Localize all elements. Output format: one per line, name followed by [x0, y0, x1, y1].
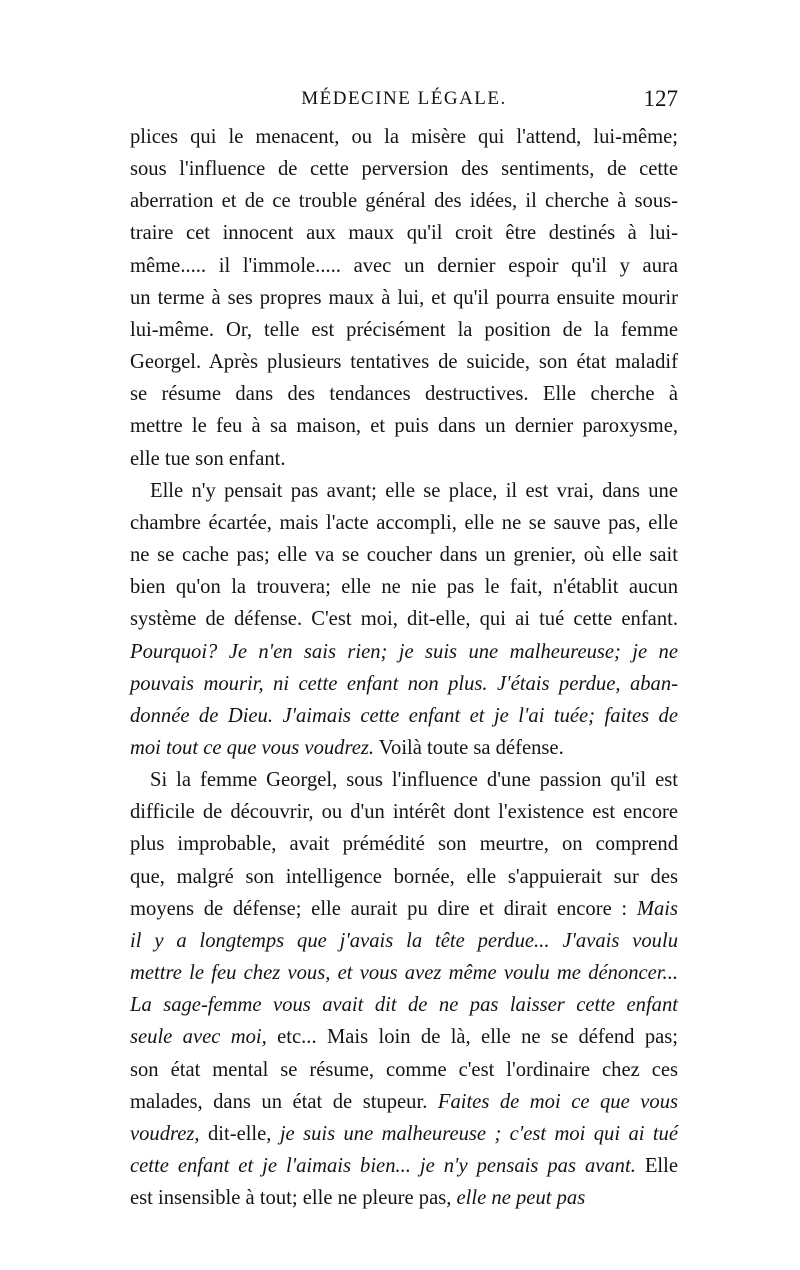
- paragraph: [130, 121, 678, 475]
- text-run: malades, dans un état de stupeur.: [130, 1090, 438, 1113]
- text-run: Si la femme Georgel, sous l'influence d'une passion qu'il est: [150, 769, 678, 792]
- text-line: [130, 217, 678, 249]
- text-line: [130, 796, 678, 828]
- text-line: [130, 1054, 678, 1086]
- text-run: moyens de défense; elle aurait pu dire et dirait encore :: [130, 897, 637, 920]
- italic-text: elle ne peut pas: [456, 1187, 586, 1210]
- paragraph: [130, 764, 678, 1214]
- italic-text: Mais: [636, 897, 678, 920]
- text-line: [130, 250, 678, 282]
- body-text: [130, 121, 678, 1214]
- text-run: ne se cache pas; elle va se coucher dans un grenier, où elle sait: [130, 544, 678, 567]
- text-run: système de défense. C'est moi, dit-elle, qui ai tué cette enfant.: [130, 608, 678, 631]
- text-run: Georgel. Après plusieurs tentatives de suicide, son état maladif: [130, 351, 678, 374]
- text-line: [130, 700, 678, 732]
- text-run: chambre écartée, mais l'acte accompli, elle ne se sauve pas, elle: [130, 511, 678, 534]
- text-line: [130, 121, 678, 153]
- text-line: [130, 346, 678, 378]
- text-run: son état mental se résume, comme c'est l'ordinaire chez ces: [130, 1058, 678, 1081]
- italic-text: voudrez,: [130, 1122, 200, 1145]
- text-run: un terme à ses propres maux à lui, et qu'il pourra ensuite mourir: [130, 286, 678, 309]
- italic-text: cette enfant et je l'aimais bien... je n'y pensais pas avant.: [130, 1155, 636, 1177]
- text-run: etc... Mais loin de là, elle ne se défend pas;: [266, 1026, 679, 1049]
- text-line: [130, 314, 678, 346]
- italic-text: Pourquoi? Je n'en sais rien; je suis une malheureuse; je ne: [130, 640, 678, 663]
- page-header: [130, 88, 678, 118]
- text-run: se résume dans des tendances destructives. Elle cherche à: [130, 383, 678, 406]
- text-line: [130, 1118, 678, 1150]
- italic-text: moi tout ce que vous voudrez.: [130, 736, 375, 759]
- text-line: [130, 764, 678, 796]
- text-run: même..... il l'immole..... avec un dernier espoir qu'il y aura: [130, 254, 678, 277]
- italic-text: seule avec moi,: [130, 1026, 267, 1049]
- text-run: est insensible à tout; elle ne pleure pas,: [130, 1187, 457, 1210]
- text-run: traire cet innocent aux maux qu'il croit être destinés à lui-: [130, 222, 678, 245]
- italic-text: il y a longtemps que j'avais la tête perdue... J'avais voulu: [130, 929, 678, 952]
- italic-text: mettre le feu chez vous, et vous avez même voulu me dénoncer...: [130, 962, 678, 985]
- text-run: Voilà toute sa défense.: [374, 736, 564, 759]
- text-line: [130, 989, 678, 1021]
- page-number: 127: [643, 86, 678, 111]
- text-run: aberration et de ce trouble général des idées, il cherche à sous-: [130, 190, 678, 213]
- text-line: [130, 1182, 678, 1214]
- italic-text: donnée de Dieu. J'aimais cette enfant et je l'ai tuée; faites de: [130, 704, 678, 727]
- text-line: [130, 443, 678, 475]
- italic-text: La sage-femme vous avait dit de ne pas laisser cette enfant: [130, 994, 678, 1017]
- text-run: Elle n'y pensait pas avant; elle se place, il est vrai, dans une: [150, 479, 678, 502]
- italic-text: pouvais mourir, ni cette enfant non plus. J'étais perdue, aban-: [130, 672, 678, 695]
- text-line: [130, 410, 678, 442]
- text-line: [130, 925, 678, 957]
- text-line: [130, 957, 678, 989]
- text-line: [130, 378, 678, 410]
- text-line: [130, 507, 678, 539]
- text-line: [130, 153, 678, 185]
- text-line: [130, 603, 678, 635]
- text-line: [130, 861, 678, 893]
- text-line: [130, 539, 678, 571]
- text-run: dit-elle,: [199, 1122, 280, 1145]
- text-run: lui-même. Or, telle est précisément la position de la femme: [130, 318, 678, 341]
- text-line: [130, 282, 678, 314]
- italic-text: Faites de moi ce que vous: [437, 1090, 679, 1113]
- text-line: [130, 732, 678, 764]
- text-run: plices qui le menacent, ou la misère qui l'attend, lui-même;: [130, 126, 678, 148]
- text-run: mettre le feu à sa maison, et puis dans un dernier paroxysme,: [130, 415, 678, 438]
- running-head: MÉDECINE LÉGALE.: [301, 88, 507, 109]
- text-line: [130, 571, 678, 603]
- text-run: bien qu'on la trouvera; elle ne nie pas le fait, n'établit aucun: [130, 576, 678, 599]
- text-line: [130, 636, 678, 668]
- text-run: Elle: [635, 1155, 679, 1177]
- text-run: que, malgré son intelligence bornée, elle s'appuierait sur des: [130, 865, 678, 888]
- italic-text: je suis une malheureuse ; c'est moi qui ai tué: [279, 1122, 678, 1145]
- text-run: sous l'influence de cette perversion des sentiments, de cette: [130, 158, 678, 181]
- text-line: [130, 1150, 678, 1182]
- text-line: [130, 185, 678, 217]
- text-run: difficile de découvrir, ou d'un intérêt dont l'existence est encore: [130, 801, 678, 824]
- text-line: [130, 1086, 678, 1118]
- text-line: [130, 1021, 678, 1053]
- text-line: [130, 668, 678, 700]
- paragraph: [130, 475, 678, 764]
- text-line: [130, 828, 678, 860]
- text-line: [130, 475, 678, 507]
- text-line: [130, 893, 678, 925]
- text-run: plus improbable, avait prémédité son meurtre, on comprend: [130, 833, 678, 856]
- text-run: elle tue son enfant.: [130, 447, 286, 470]
